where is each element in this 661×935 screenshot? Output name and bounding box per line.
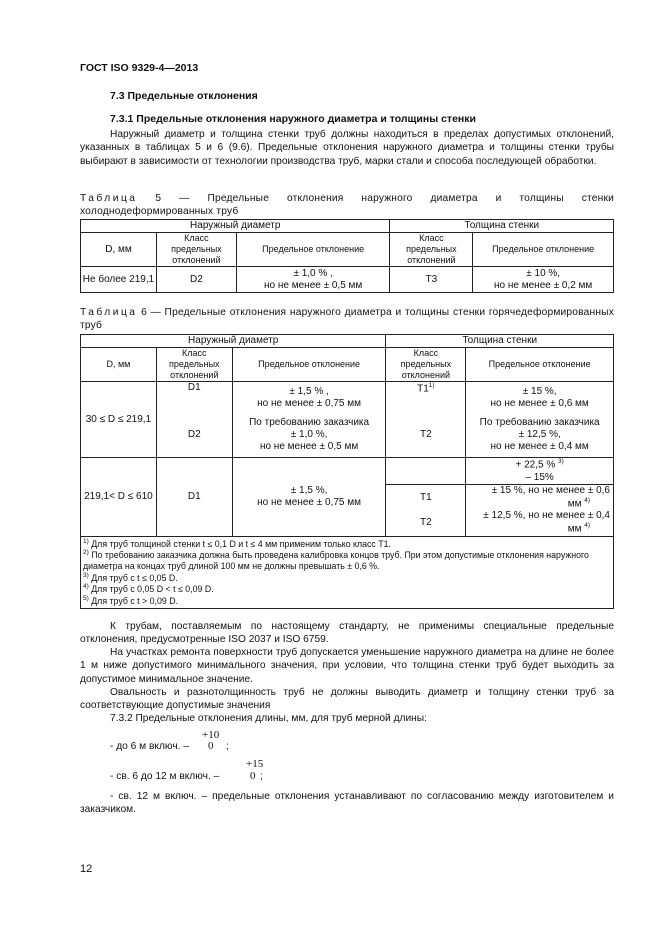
table5-cell-d: Не более 219,1	[81, 267, 157, 293]
table6-r2a-wclass	[386, 458, 466, 485]
table6-group-od: Наружный диаметр	[81, 335, 386, 348]
table6-col-dev-od: Предельное отклонение	[232, 348, 386, 382]
table6-caption	[80, 306, 614, 333]
table6-r1a-dev-line2: но не менее ± 0,75 мм	[257, 397, 361, 409]
table5-col-dev-od: Предельное отклонение	[236, 233, 390, 267]
paragraph-repair-areas: На участках ремонта поверхности труб допускается уменьшение наружного диаметра на длине не более 1 м ниже допустимого минимального значения, при условии, что толщина стенки труб будет выходить за допустимое минимальное значение.	[80, 647, 614, 685]
note-3-marker: 3)	[83, 571, 89, 579]
table6-r2b-wdev-line1: ± 15 %, но не менее ± 0,6	[491, 485, 610, 496]
intro-paragraph: Наружный диаметр и толщина стенки труб должны находиться в пределах допустимых отклонений, указанных в таблицах 5 и 6 (9.6). Предельные отклонения наружного диаметра и толщины стенки трубы выбирают в зависимости от технологии производства труб, марки стали и способа последующей обработки.	[80, 129, 614, 167]
table6-r1b-dev	[232, 414, 386, 458]
table5-cell-dev-od	[236, 267, 390, 293]
table6-r1b-wdev	[466, 414, 614, 458]
table6-r1b-wdev-line1: По требованию заказчика	[479, 417, 600, 429]
table6-r2c-wclass: Т2	[386, 510, 466, 536]
table6-r2-d: 219,1< D ≤ 610	[81, 458, 157, 537]
paragraph-ovality: Овальность и разнотолщинность труб не должны выводить диаметр и толщину стенки труб за соответствующие допустимые значения	[80, 687, 614, 712]
table6-note-2	[83, 549, 611, 571]
table5-col-d: D, мм	[81, 233, 157, 267]
section-heading: 7.3 Предельные отклонения	[110, 90, 258, 102]
table5-caption-text: 5 — Предельные отклонения наружного диаметра и толщины стенки холоднодеформированных труб	[80, 193, 615, 218]
table5	[80, 219, 614, 293]
length-item-2-end: ;	[260, 771, 263, 782]
note-1-marker: 1)	[83, 537, 89, 545]
document-header: ГОСТ ISO 9329-4—2013	[80, 62, 199, 74]
note-3-text: Для труб с t ≤ 0,05 D.	[88, 572, 178, 583]
table6-r1a-wclass-sup: 1)	[428, 382, 435, 389]
table6-group-wall: Толщина стенки	[386, 335, 614, 348]
table6-r1b-class: D2	[156, 414, 232, 458]
table6-r1b-dev-line2: ± 1,0 %,	[290, 429, 328, 441]
table6-note-5	[83, 595, 611, 607]
table6-r1-d: 30 ≤ D ≤ 219,1	[81, 382, 157, 458]
table6-note-3	[83, 572, 611, 584]
paragraph-special-deviations: К трубам, поставляемым по настоящему стандарту, не применимы специальные предельные отклонения, предусмотренные ISO 2037 и ISO 6759.	[80, 621, 614, 646]
table6-note-4	[83, 583, 611, 595]
table5-col-class-od: Класс предельных отклонений	[156, 233, 236, 267]
table6-notes	[81, 536, 614, 608]
table6-r2c-wdev	[466, 510, 614, 536]
table5-dev-wall-line1: ± 10 %,	[526, 267, 561, 279]
length-item-1-lower: 0	[208, 740, 214, 752]
table5-caption	[80, 192, 614, 219]
table6-col-dev-wall: Предельное отклонение	[466, 348, 614, 382]
length-item-1-upper: +10	[202, 729, 220, 741]
table6-r1a-class: D1	[156, 382, 232, 414]
table6-r1a-dev	[232, 382, 386, 414]
table6-col-class-od: Класс предельных отклонений	[156, 348, 232, 382]
table6-r2b-wclass: Т1	[386, 485, 466, 511]
table6-r2a-wdev	[466, 458, 614, 485]
note-5-marker: 5)	[83, 594, 89, 602]
table6-r2-dev	[232, 458, 386, 537]
table6-r2-class: D1	[156, 458, 232, 537]
paragraph-length-deviations: 7.3.2 Предельные отклонения длины, мм, для труб мерной длины:	[110, 713, 427, 724]
table6-r1a-wdev	[466, 382, 614, 414]
note-4-text: Для труб с 0,05 D < t ≤ 0,09 D.	[88, 584, 214, 595]
table5-cell-dev-wall	[473, 267, 614, 293]
table6-r2c-wdev-sup: 4)	[584, 522, 590, 530]
table5-caption-prefix: Таблица	[80, 193, 138, 204]
table6-r1a-wclass	[386, 382, 466, 414]
table6-col-class-wall: Класс предельных отклонений	[386, 348, 466, 382]
length-item-3: - св. 12 м включ. – предельные отклонения устанавливают по согласованию между изготовителем и заказчиком.	[80, 791, 614, 816]
table6-r2a-wdev-line1: + 22,5 %	[515, 459, 556, 471]
note-1-text: Для труб толщиной стенки t ≤ 0,1 D и t ≤ 4 мм применим только класс Т1.	[88, 538, 391, 549]
table6-r1b-wdev-line2: ± 12,5 %,	[518, 429, 561, 441]
table6-r1a-wdev-line2: но не менее ± 0,6 мм	[490, 397, 589, 409]
length-item-1-label: - до 6 м включ. –	[110, 741, 189, 752]
table6-r1b-wdev-line3: но не менее ± 0,4 мм	[490, 441, 589, 453]
table6-r2b-wdev-sup: 4)	[584, 497, 590, 504]
table6-r1b-wclass: Т2	[386, 414, 466, 458]
table5-dev-od-line1: ± 1,0 % ,	[293, 267, 333, 279]
table5-cell-class-od: D2	[156, 267, 236, 293]
table6-caption-text: 6 — Предельные отклонения наружного диаметра и толщины стенки горячедеформированных труб	[80, 307, 614, 332]
table6-r1b-dev-line1: По требованию заказчика	[249, 417, 370, 429]
table5-cell-class-wall: Т3	[390, 267, 473, 293]
table6-r2b-wdev-line2: мм	[567, 498, 582, 510]
table6-note-1	[83, 538, 611, 550]
table6-caption-prefix: Таблица	[80, 307, 138, 318]
table5-group-wall: Толщина стенки	[390, 220, 614, 233]
note-5-text: Для труб с t > 0,09 D.	[88, 595, 179, 606]
length-item-2-upper: +15	[246, 758, 264, 770]
length-item-1-end: ;	[226, 741, 229, 752]
length-item-2-lower: 0	[250, 770, 256, 782]
note-2-text: По требованию заказчика должна быть проведена калибровка концов труб. При этом допустимые отклонения наружного диаметра на концах труб длиной 100 мм не должны превышать ± 0,6 %.	[83, 550, 589, 571]
table5-col-class-wall: Класс предельных отклонений	[390, 233, 473, 267]
table6-r1a-wdev-line1: ± 15 %,	[522, 385, 557, 397]
table6-r1a-dev-line1: ± 1,5 % ,	[289, 385, 329, 397]
length-item-2-label: - св. 6 до 12 м включ. –	[110, 771, 220, 782]
note-4-marker: 4)	[83, 583, 89, 591]
table5-group-od: Наружный диаметр	[81, 220, 390, 233]
table6-r2b-wdev	[466, 485, 614, 511]
note-2-marker: 2)	[83, 549, 89, 557]
table6	[80, 334, 614, 609]
table6-r2c-wdev-line1: ± 12,5 %, но не менее ± 0,4	[483, 510, 610, 522]
table6-r2a-wdev-sup: 3)	[558, 458, 564, 466]
table6-r2a-wdev-line2: – 15%	[525, 471, 554, 483]
subsection-heading: 7.3.1 Предельные отклонения наружного диаметра и толщины стенки	[110, 113, 476, 125]
table5-col-dev-wall: Предельное отклонение	[473, 233, 614, 267]
table6-col-d: D, мм	[81, 348, 157, 382]
page-number: 12	[80, 863, 93, 875]
table6-r1a-wclass-text: Т1	[417, 383, 429, 395]
table6-r2c-wdev-line2: мм	[567, 523, 582, 535]
table6-r2-dev-line1: ± 1,5 %,	[290, 484, 328, 496]
table5-dev-wall-line2: но не менее ± 0,2 мм	[494, 279, 593, 291]
table6-r1b-dev-line3: но не менее ± 0,5 мм	[259, 441, 359, 453]
table5-dev-od-line2: но не менее ± 0,5 мм	[264, 279, 363, 291]
table6-r2-dev-line2: но не менее ± 0,75 мм	[257, 496, 361, 508]
